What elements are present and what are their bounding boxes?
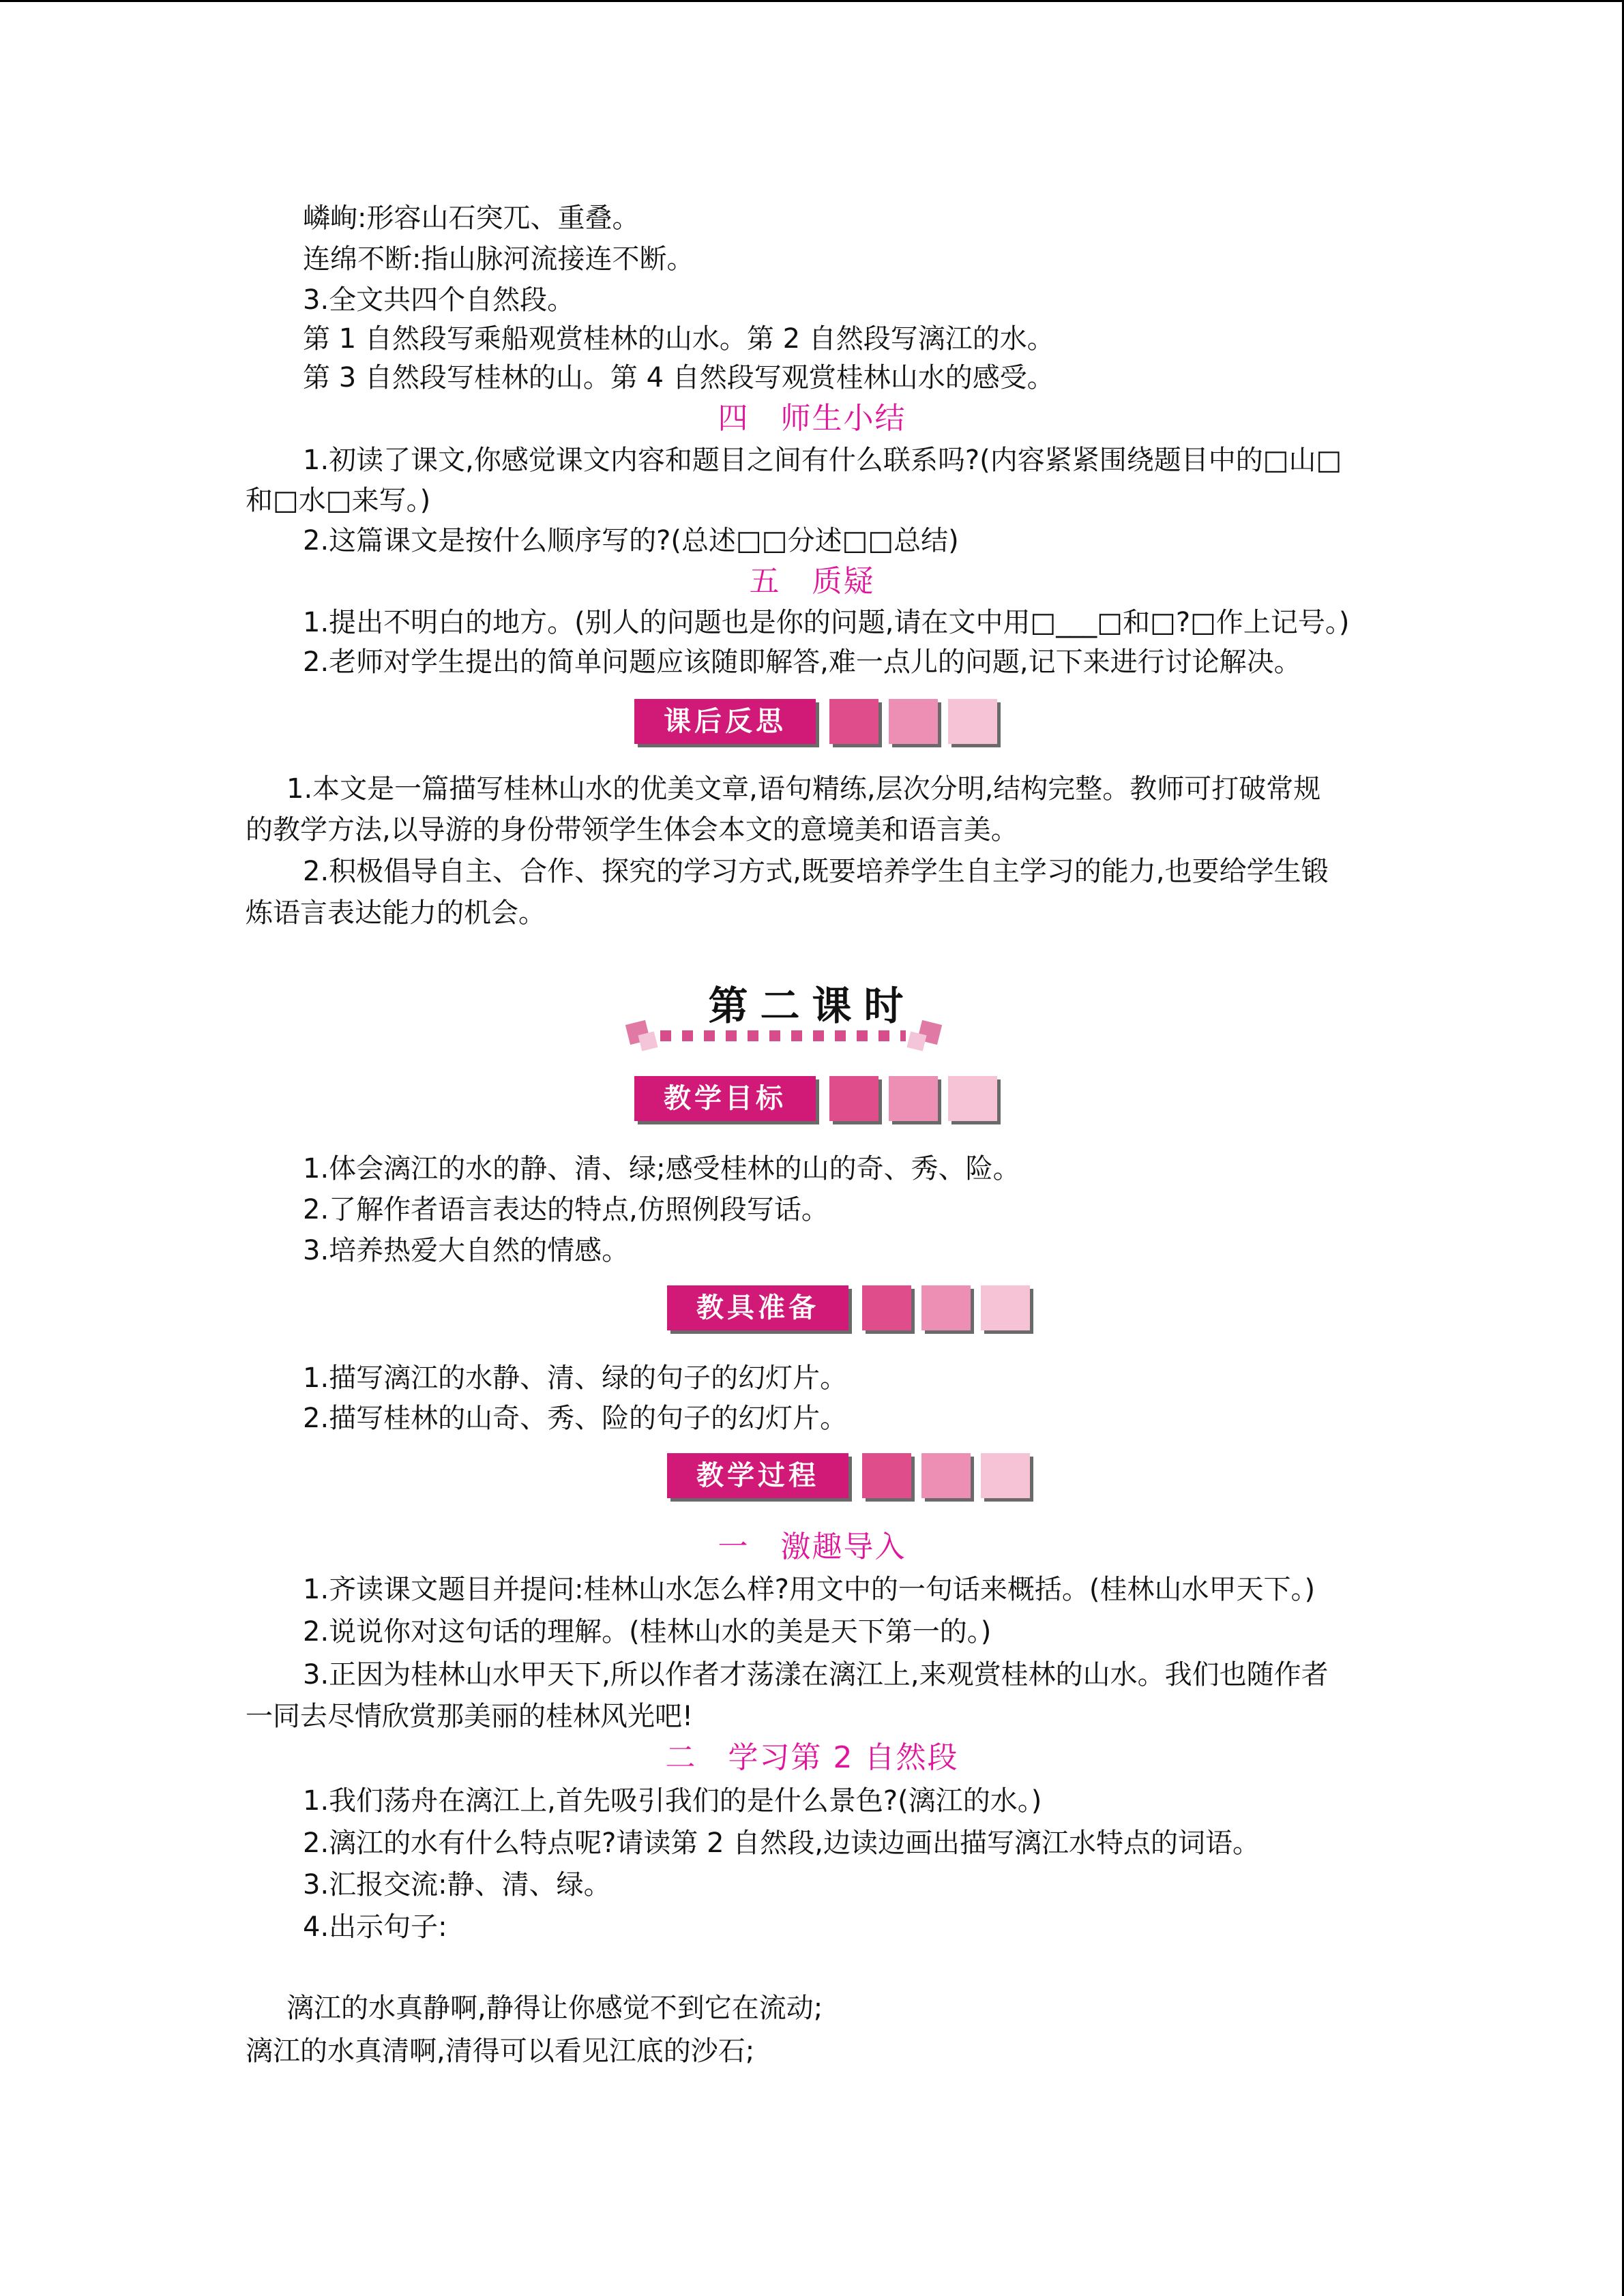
section-heading-summary: 四 师生小结 bbox=[718, 401, 906, 436]
section-heading-intro: 一 激趣导入 bbox=[718, 1530, 906, 1564]
banner-square-3 bbox=[981, 1285, 1030, 1330]
banner-square-3 bbox=[948, 1076, 997, 1121]
sample-sentence-2: 漓江的水真清啊,清得可以看见江底的沙石; bbox=[246, 2036, 755, 2067]
section-heading-questions: 五 质疑 bbox=[749, 564, 875, 599]
banner-goals-label: 教学目标 bbox=[634, 1076, 816, 1121]
paragraph-summary-2: 第 3 自然段写桂林的山。第 4 自然段写观赏桂林山水的感受。 bbox=[303, 362, 1054, 393]
banner-square-2 bbox=[921, 1285, 971, 1330]
banner-process-label: 教学过程 bbox=[667, 1453, 848, 1498]
section-heading-paragraph-2: 二 学习第 2 自然段 bbox=[665, 1740, 959, 1775]
lesson-title: 第二课时 bbox=[708, 983, 916, 1029]
banner-reflection-label: 课后反思 bbox=[634, 699, 816, 744]
vocab-line-1: 嶙峋:形容山石突兀、重叠。 bbox=[303, 203, 640, 234]
study-item-1: 1.我们荡舟在漓江上,首先吸引我们的是什么景色?(漓江的水。) bbox=[303, 1785, 1042, 1817]
reflection-2-line-1: 2.积极倡导自主、合作、探究的学习方式,既要培养学生自主学习的能力,也要给学生锻 bbox=[303, 856, 1329, 887]
study-item-2: 2.漓江的水有什么特点呢?请读第 2 自然段,边读边画出描写漓江水特点的词语。 bbox=[303, 1828, 1260, 1859]
goal-item: 2.了解作者语言表达的特点,仿照例段写话。 bbox=[303, 1194, 829, 1225]
intro-item-3: 3.正因为桂林山水甲天下,所以作者才荡漾在漓江上,来观赏桂林的山水。我们也随作者 bbox=[303, 1659, 1329, 1690]
banner-tools-label: 教具准备 bbox=[667, 1285, 848, 1330]
study-item-3: 3.汇报交流:静、清、绿。 bbox=[303, 1869, 611, 1900]
sample-sentence-1: 漓江的水真静啊,静得让你感觉不到它在流动; bbox=[286, 1993, 823, 2024]
title-decoration bbox=[628, 1019, 948, 1054]
intro-item-1: 1.齐读课文题目并提问:桂林山水怎么样?用文中的一句话来概括。(桂林山水甲天下。) bbox=[303, 1574, 1316, 1605]
banner-square-1 bbox=[862, 1453, 911, 1498]
vocab-line-2: 连绵不断:指山脉河流接连不断。 bbox=[303, 243, 694, 275]
banner-square-2 bbox=[889, 699, 938, 744]
banner-square-3 bbox=[981, 1453, 1030, 1498]
goal-item: 3.培养热爱大自然的情感。 bbox=[303, 1235, 630, 1266]
summary-question-1: 1.初读了课文,你感觉课文内容和题目之间有什么联系吗?(内容紧紧围绕题目中的□山□ bbox=[303, 445, 1342, 476]
tool-item: 2.描写桂林的山奇、秀、险的句子的幻灯片。 bbox=[303, 1403, 848, 1434]
reflection-2-line-2: 炼语言表达能力的机会。 bbox=[246, 897, 546, 929]
goal-item: 1.体会漓江的水的静、清、绿;感受桂林的山的奇、秀、险。 bbox=[303, 1153, 1020, 1184]
banner-square-1 bbox=[829, 1076, 879, 1121]
intro-item-2: 2.说说你对这句话的理解。(桂林山水的美是天下第一的。) bbox=[303, 1616, 992, 1648]
study-item-4: 4.出示句子: bbox=[303, 1911, 447, 1943]
banner-square-3 bbox=[948, 699, 997, 744]
banner-square-1 bbox=[829, 699, 879, 744]
tool-item: 1.描写漓江的水静、清、绿的句子的幻灯片。 bbox=[303, 1362, 848, 1394]
questions-item-1: 1.提出不明白的地方。(别人的问题也是你的问题,请在文中用□___□和□?□作上记号。) bbox=[303, 607, 1350, 638]
banner-square-2 bbox=[889, 1076, 938, 1121]
paragraph-count: 3.全文共四个自然段。 bbox=[303, 284, 575, 316]
reflection-1-line-1: 1.本文是一篇描写桂林山水的优美文章,语句精练,层次分明,结构完整。教师可打破常规 bbox=[286, 773, 1321, 805]
paragraph-summary-1: 第 1 自然段写乘船观赏桂林的山水。第 2 自然段写漓江的水。 bbox=[303, 323, 1054, 355]
reflection-1-line-2: 的教学方法,以导游的身份带领学生体会本文的意境美和语言美。 bbox=[246, 814, 1018, 846]
summary-question-2: 2.这篇课文是按什么顺序写的?(总述□□分述□□总结) bbox=[303, 525, 959, 556]
questions-item-2: 2.老师对学生提出的简单问题应该随即解答,难一点儿的问题,记下来进行讨论解决。 bbox=[303, 646, 1301, 678]
intro-item-3-cont: 一同去尽情欣赏那美丽的桂林风光吧! bbox=[246, 1701, 694, 1732]
banner-square-1 bbox=[862, 1285, 911, 1330]
banner-square-2 bbox=[921, 1453, 971, 1498]
summary-question-1-cont: 和□水□来写。) bbox=[246, 485, 431, 516]
